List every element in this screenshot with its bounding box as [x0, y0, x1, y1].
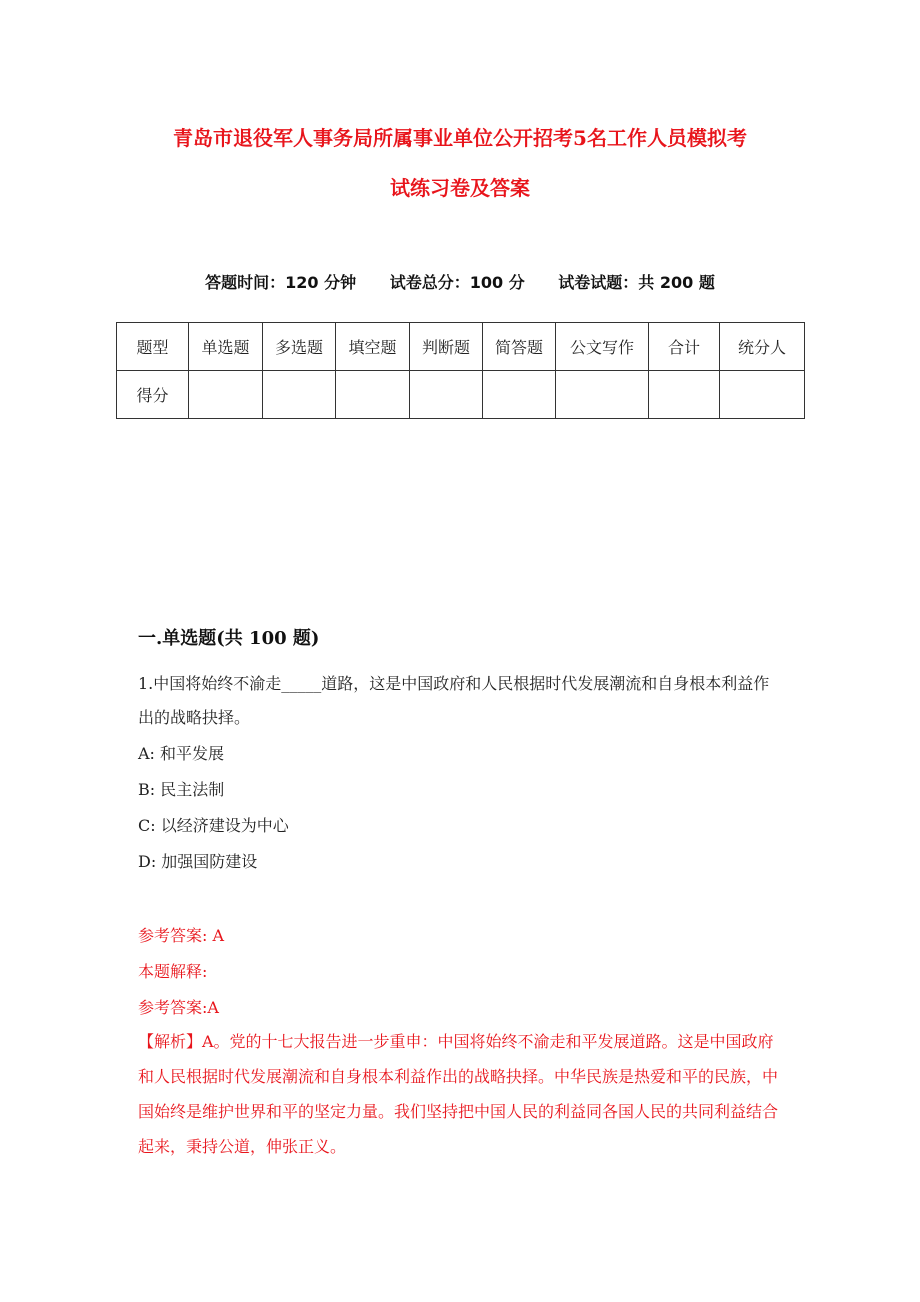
reference-answer-2: 参考答案:A — [138, 998, 219, 1017]
option-b: B: 民主法制 — [138, 780, 225, 799]
table-header-cell: 题型 — [117, 323, 189, 371]
table-header-cell: 多选题 — [263, 323, 336, 371]
score-table-row — [117, 371, 805, 419]
explanation-label: 本题解释: — [138, 962, 208, 981]
table-header-cell: 简答题 — [483, 323, 556, 371]
table-header-cell: 合计 — [649, 323, 720, 371]
analysis-text: 【解析】A。党的十七大报告进一步重申：中国将始终不渝走和平发展道路。这是中国政府和人民根据时代发展潮流和自身根本利益作出的战略抉择。中华民族是热爱和平的民族，中国始终是维护世界和平的坚定力量。我们坚持把中国人民的利益同各国人民的共同利益结合起来，秉持公道，伸张正义。 — [138, 1032, 779, 1156]
score-table-header-row — [117, 323, 805, 371]
exam-meta — [0, 270, 920, 293]
option-d: D: 加强国防建设 — [138, 852, 258, 871]
section-title: 一.单选题(共 100 题) — [138, 628, 320, 649]
table-header-cell: 公文写作 — [556, 323, 649, 371]
score-cell — [189, 371, 263, 419]
table-header-cell: 填空题 — [336, 323, 410, 371]
question-text: 1.中国将始终不渝走_____道路，这是中国政府和人民根据时代发展潮流和自身根本利益作出的战略抉择。 — [138, 674, 770, 727]
exam-time: 答题时间：120 分钟 — [205, 273, 357, 292]
reference-answer: 参考答案: A — [138, 926, 225, 945]
score-cell — [336, 371, 410, 419]
score-cell — [263, 371, 336, 419]
table-header-cell: 判断题 — [410, 323, 483, 371]
score-cell — [483, 371, 556, 419]
score-cell — [649, 371, 720, 419]
score-cell — [720, 371, 805, 419]
table-header-cell: 统分人 — [720, 323, 805, 371]
option-c: C: 以经济建设为中心 — [138, 816, 289, 835]
option-a: A: 和平发展 — [138, 744, 225, 763]
score-table — [116, 322, 805, 419]
page-title-line-1: 青岛市退役军人事务局所属事业单位公开招考5名工作人员模拟考 — [173, 126, 747, 150]
exam-question-count: 试卷试题：共 200 题 — [558, 273, 715, 292]
table-header-cell: 单选题 — [189, 323, 263, 371]
page-title-line-2: 试练习卷及答案 — [390, 176, 530, 200]
table-row-label: 得分 — [117, 371, 189, 419]
score-cell — [556, 371, 649, 419]
exam-total-score: 试卷总分：100 分 — [389, 273, 525, 292]
score-cell — [410, 371, 483, 419]
